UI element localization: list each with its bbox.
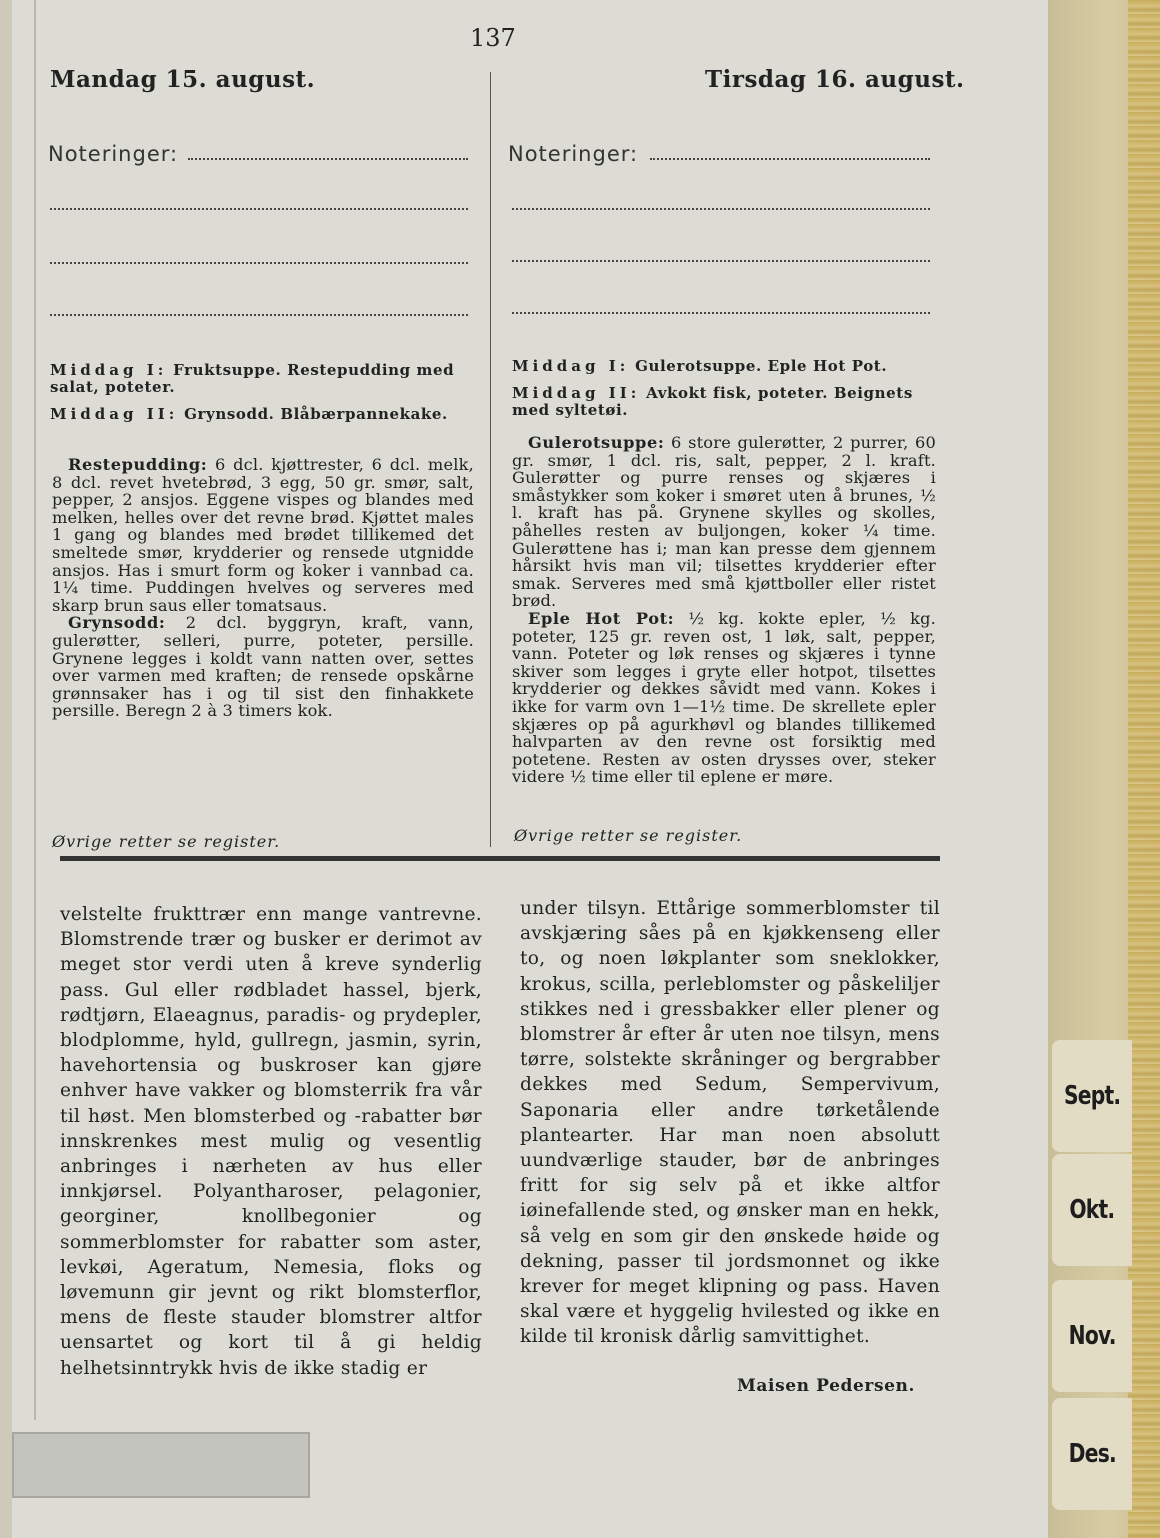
middag1-label: Middag I:: [512, 357, 630, 375]
tab-december[interactable]: [1052, 1398, 1132, 1510]
binding-line: [34, 0, 36, 1420]
notes-label-left: Noteringer:: [48, 142, 179, 166]
page-stack-edge: [1128, 0, 1160, 1538]
recipe-text: 6 dcl. kjøttrester, 6 dcl. melk, 8 dcl. revet hvetebrød, 3 egg, 50 gr. smør, salt, pepper, 2 ansjos. Eggene vispes og blandes med melken, helles over det revne brød. Kjøttet males 1 gang og blandes med brødet tillikemed det smeltede smør, krydderier og rensede utgnidde ansjos. Has i smurt form og koker i vannbad ca. 1¼ time. Puddingen hvelves og serveres med skarp brun saus eller tomatsaus.: [52, 455, 474, 615]
notes-line-right[interactable]: [512, 208, 930, 210]
article-column-left: velstelte frukttrær enn mange vantrevne. Blomstrende trær og busker er derimot av meget stor verdi uten å kreve synderlig pass. Gul eller rødbladet hassel, bjerk, rødtjørn, Elaeagnus, paradis- og prydepler, blodplomme, hyld, gullregn, jasmin, syrin, havehortensia og buskroser kan gjøre enhver have vakker og blomsterrik fra vår til høst. Men blomsterbed og -rabatter bør innskrenkes mest mulig og vesentlig anbringes i nærheten av hus eller innkjørsel. Polyantharoser, pelagonier, georginer, knollbegonier og sommerblomster for rabatter som aster, levkøi, Ageratum, Nemesia, floks og løvemunn gir jevnt og rikt blomsterflor, mens de fleste stauder blomstrer altfor uensartet og kort til å gi heldig helhetsinntrykk hvis de ikke stadig er: [60, 904, 482, 1379]
recipe-text: 6 store gulerøtter, 2 purrer, 60 gr. smør, 1 dcl. ris, salt, pepper, 2 l. kraft. Gulerøtter og purre renses og skjæres i småstykker som koker i smøret uten å brunes, ½ l. kraft has på. Grynene skylles og skolles, påhelles resten av buljongen, koker ¼ time. Gulerøttene has i; man kan presse dem gjennem hårsikt hvis man vil; tilsettes krydderier efter smak. Serveres med små kjøttboller eller ristet brød.: [512, 433, 936, 611]
tab-november[interactable]: [1052, 1280, 1132, 1392]
middag1-text: Fruktsuppe. Restepudding med salat, poteter.: [50, 361, 455, 396]
middag1-text: Gulerotsuppe. Eple Hot Pot.: [635, 357, 888, 375]
notes-line-left[interactable]: [50, 208, 468, 210]
recipe-text: ½ kg. kokte epler, ½ kg. poteter, 125 gr. reven ost, 1 løk, salt, pepper, vann. Poteter og løk renses og skjæres i tynne skiver som legges i gryte eller hotpot, tilsettes krydderier og dekkes såvidt med vann. Kokes i ikke for varm ovn 1—1½ time. De skrellete epler skjæres op på agurkhøvl og blandes tillikemed halvparten av den revne ost forsiktig med potetene. Resten av osten drysses over, steker videre ½ time eller til eplene er møre.: [512, 608, 936, 787]
recipe-title: Restepudding:: [68, 455, 208, 474]
recipes-monday: [52, 456, 474, 720]
register-note-right: Øvrige retter se register.: [514, 826, 743, 845]
recipe-text: 2 dcl. byggryn, kraft, vann, gulerøtter, selleri, purre, poteter, persille. Grynene legges i koldt vann natten over, settes over varmen med kraften; de rensede opskårne grønnsaker has i og til sist den finhakkete persille. Beregn 2 à 3 timers kok.: [52, 613, 474, 721]
menu-monday: [50, 362, 474, 423]
column-divider: [490, 72, 491, 847]
recipe-title: Gulerotsuppe:: [528, 433, 665, 452]
notes-line-left[interactable]: [188, 158, 468, 160]
menu-tuesday: [512, 358, 936, 419]
middag2-text: Grynsodd. Blåbærpannekake.: [184, 405, 448, 423]
middag2-text: Avkokt fisk, poteter. Beignets med syltetøi.: [512, 384, 913, 419]
section-rule: [60, 856, 940, 861]
day-heading-tuesday: Tirsdag 16. august.: [705, 66, 965, 93]
recipes-tuesday: [512, 434, 936, 786]
recipe-title: Eple Hot Pot:: [528, 608, 675, 628]
middag2-label: Middag II:: [512, 384, 641, 402]
register-note-left: Øvrige retter se register.: [52, 832, 281, 851]
notes-line-right[interactable]: [512, 312, 930, 314]
notes-line-left[interactable]: [50, 314, 468, 316]
notes-line-left[interactable]: [50, 262, 468, 264]
page-number: 137: [470, 24, 516, 52]
notes-line-right[interactable]: [650, 158, 930, 160]
article-column-right: under tilsyn. Ettårige sommerblomster til avskjæring såes på en kjøkkenseng eller to, og noen løkplanter som sneklokker, krokus, scilla, perleblomster og påskeliljer stikkes ned i gressbakker eller plener og blomstrer år efter år uten noe tilsyn, mens tørre, solstekte skråninger og bergrabber dekkes med Sedum, Sempervivum, Saponaria eller andre tørketålende plantearter. Har man noen absolutt uundværlige stauder, bør de anbringes fritt for sig selv på et ikke altfor iøinefallende sted, og ønsker man en hekk, så velg en som gir den ønskede høide og dekning, passer til jordsmonnet og ikke krever for meget klipning og pass. Haven skal være et hyggelig hvilested og ikke en kilde til kronisk dårlig samvittighet.: [520, 898, 940, 1348]
article-author: Maisen Pedersen.: [737, 1376, 916, 1396]
tab-label: Nov.: [1068, 1321, 1116, 1351]
scan-panel: [12, 1432, 310, 1498]
tab-label: Des.: [1068, 1439, 1116, 1469]
middag2-label: Middag II:: [50, 405, 179, 423]
tab-september[interactable]: [1052, 1040, 1132, 1152]
notes-line-right[interactable]: [512, 260, 930, 262]
tab-label: Okt.: [1069, 1195, 1115, 1225]
middag1-label: Middag I:: [50, 361, 168, 379]
tab-label: Sept.: [1063, 1081, 1121, 1111]
day-heading-monday: Mandag 15. august.: [50, 66, 316, 93]
tab-october[interactable]: [1052, 1154, 1132, 1266]
recipe-title: Grynsodd:: [68, 613, 166, 633]
notes-label-right: Noteringer:: [508, 142, 639, 166]
